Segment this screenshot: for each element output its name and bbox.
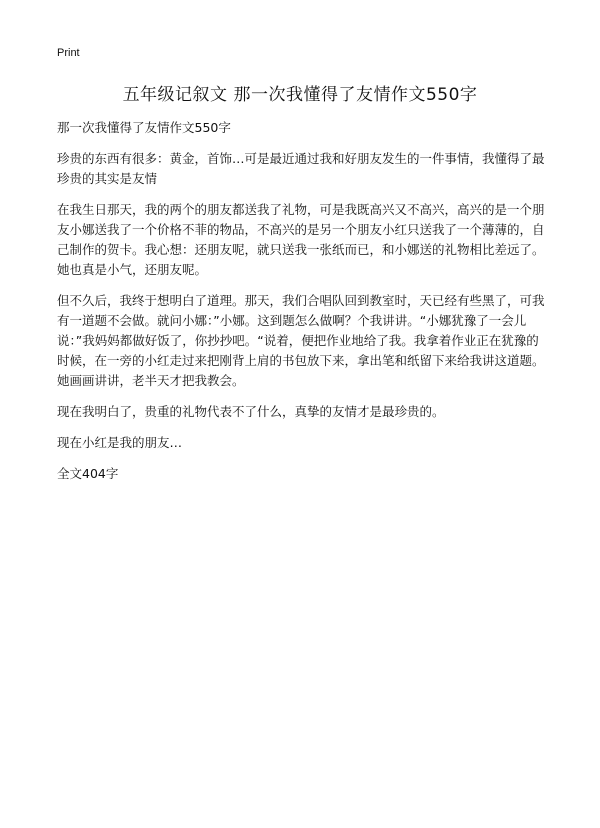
paragraph-realization: 但不久后，我终于想明白了道理。那天，我们合唱队回到教室时，天已经有些黑了，可我有一道题不会做。就问小娜：”小娜。这到题怎么做啊？个我讲讲。“小娜犹豫了一会儿说：”我妈妈都做好饭了，你抄抄吧。“说着，便把作业地给了我。我拿着作业正在犹豫的时候，在一旁的小红走过来把刚背上肩的书包放下来，拿出笔和纸留下来给我讲这道题。她画画讲讲，老半天才把我教会。 bbox=[57, 293, 545, 388]
print-link[interactable]: Print bbox=[57, 47, 80, 59]
word-count: 全文404字 bbox=[57, 466, 119, 481]
article-subtitle: 那一次我懂得了友情作文550字 bbox=[57, 120, 231, 135]
paragraph-friend: 现在小红是我的朋友… bbox=[57, 435, 183, 450]
article-title: 五年级记叙文 那一次我懂得了友情作文550字 bbox=[122, 85, 478, 105]
paragraph-intro: 珍贵的东西有很多：黄金，首饰…可是最近通过我和好朋友发生的一件事情，我懂得了最珍贵的其实是友情 bbox=[57, 151, 545, 186]
paragraph-conclusion: 现在我明白了，贵重的礼物代表不了什么，真挚的友情才是最珍贵的。 bbox=[57, 404, 445, 419]
article-body bbox=[57, 118, 547, 495]
paragraph-birthday: 在我生日那天，我的两个的朋友都送我了礼物，可是我既高兴又不高兴，高兴的是一个朋友小娜送我了一个价格不菲的物品，不高兴的是另一个朋友小红只送我了一个薄薄的，自己制作的贺卡。我心想：还朋友呢，就只送我一张纸而已，和小娜送的礼物相比差远了。她也真是小气，还朋友呢。 bbox=[57, 202, 545, 277]
